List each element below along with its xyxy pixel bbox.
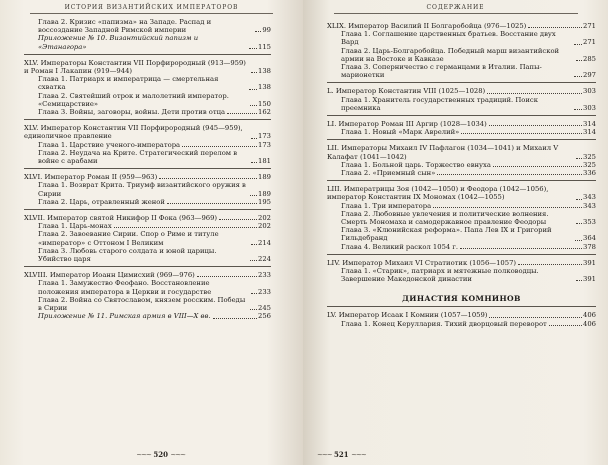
- entry-page-number: 256: [258, 312, 271, 321]
- entry-page-number: 195: [258, 197, 271, 206]
- section-divider: [24, 54, 271, 55]
- dot-leader: [433, 207, 582, 208]
- page-number-left: [136, 450, 185, 459]
- dot-leader: [489, 125, 582, 126]
- dot-leader: [250, 195, 257, 196]
- entry-title: Глава 1. «Старик», патриарх и мятежные полководцы. Завершение Македонской династии: [341, 267, 539, 284]
- entry-title: LIV. Император Михаил VI Стратиотик (1056—1057): [327, 258, 517, 267]
- toc-chapter-entry: [24, 247, 271, 263]
- dot-leader: [251, 244, 257, 245]
- entry-page-number: 115: [258, 42, 271, 51]
- toc-chapter-entry: [327, 96, 596, 112]
- dot-leader: [251, 72, 257, 73]
- toc-section-entry: [24, 214, 271, 222]
- entry-title: Глава 1. Царь-монах: [38, 222, 112, 231]
- page-number-right: [317, 450, 366, 459]
- dot-leader: [460, 248, 582, 249]
- entry-page-number: 364: [583, 234, 596, 243]
- folio-ornament: ~~~: [136, 451, 151, 459]
- entry-page-number: 181: [258, 157, 271, 166]
- toc-chapter-entry: [24, 222, 271, 230]
- entry-title: Глава 1. Больной царь. Торжество евнуха: [341, 160, 491, 169]
- toc-chapter-entry: [24, 92, 271, 108]
- dot-leader: [249, 48, 257, 49]
- dot-leader: [251, 162, 257, 163]
- entry-page-number: 391: [583, 258, 596, 267]
- entry-page-number: 224: [258, 255, 271, 264]
- entry-title: XLIX. Император Василий II Болгаробойца (976—1025): [327, 22, 527, 30]
- entry-title: Приложение № 11. Римская армия в VIII—X вв.: [38, 312, 211, 321]
- toc-chapter-entry: [24, 230, 271, 246]
- entry-title: XLV. Император Константин VII Порфирородный (945—959), единоличное правление: [24, 124, 243, 141]
- dot-leader: [574, 44, 582, 45]
- entry-title: Глава 2. Кризис «папизма» на Западе. Распад и воссоздание Западной Римской империи: [38, 18, 212, 35]
- entry-title: Глава 1. Соглашение царственных братьев. Восстание двух Вард: [341, 30, 556, 47]
- toc-section-entry: [327, 185, 596, 201]
- entry-title: Глава 2. Царь, отравленный женой: [38, 197, 165, 206]
- toc-chapter-entry: [327, 202, 596, 210]
- entry-title: Глава 2. Святейший отрок и малолетний император. «Семицарствие»: [38, 91, 229, 108]
- dot-leader: [250, 105, 257, 106]
- entry-title: XLV. Императоры Константин VII Порфирородный (913—959) и Роман I Лакапин (919—944): [24, 58, 246, 76]
- entry-title: Глава 4. Великий раскол 1054 г.: [341, 242, 459, 251]
- entry-page-number: 214: [258, 238, 271, 247]
- toc-right: [327, 18, 596, 328]
- toc-chapter-entry: [24, 149, 271, 165]
- entry-page-number: 150: [258, 99, 271, 108]
- toc-section-entry: [24, 271, 271, 279]
- toc-chapter-entry: [24, 181, 271, 197]
- folio-ornament: ~~~: [351, 451, 366, 459]
- entry-title: Глава 2. Война со Святославом, князем росским. Победы в Сирии: [38, 295, 246, 313]
- running-head-right: [303, 4, 608, 14]
- toc-chapter-entry: [327, 210, 596, 226]
- toc-section-entry: [24, 59, 271, 75]
- section-divider: [327, 306, 596, 307]
- toc-chapter-entry: [24, 198, 271, 206]
- dot-leader: [528, 27, 582, 28]
- entry-title: Глава 2. Неудача на Крите. Стратегический перелом в войне с арабами: [38, 148, 238, 166]
- entry-page-number: 353: [583, 218, 596, 227]
- entry-page-number: 378: [583, 242, 596, 251]
- entry-page-number: 336: [583, 169, 596, 178]
- entry-title: Глава 3. Соперничество с германцами в Италии. Папы-марионетки: [341, 63, 542, 80]
- dot-leader: [197, 276, 257, 277]
- entry-page-number: 99: [262, 26, 271, 35]
- running-head-text: СОДЕРЖАНИЕ: [426, 4, 485, 11]
- toc-left: [24, 18, 271, 321]
- entry-page-number: 406: [583, 311, 596, 320]
- section-divider: [327, 82, 596, 83]
- entry-title: Глава 3. Любовь старого солдата и юной царицы. Убийство царя: [38, 246, 217, 264]
- entry-page-number: 271: [583, 38, 596, 47]
- toc-chapter-entry: [24, 279, 271, 295]
- entry-page-number: 391: [583, 275, 596, 284]
- entry-page-number: 138: [258, 83, 271, 92]
- toc-section-entry: [327, 120, 596, 128]
- entry-title: L. Император Константин VIII (1025—1028): [327, 87, 486, 96]
- entry-title: Глава 1. Хранитель государственных традиций. Поиск преемника: [341, 95, 538, 112]
- entry-page-number: 162: [258, 108, 271, 117]
- entry-title: Глава 1. Возврат Крита. Триумф византийского оружия в Сирии: [38, 181, 246, 198]
- dot-leader: [549, 325, 582, 326]
- toc-section-entry: [327, 311, 596, 319]
- dot-leader: [114, 227, 257, 228]
- entry-title: Глава 2. Завоевание Сирии. Спор о Риме и титуле «император» с Оттоном I Великим: [38, 230, 219, 247]
- dot-leader: [489, 317, 582, 318]
- entry-page-number: 202: [258, 214, 271, 223]
- section-divider: [327, 254, 596, 255]
- toc-chapter-entry: [24, 108, 271, 116]
- dot-leader: [574, 109, 582, 110]
- entry-page-number: 138: [258, 67, 271, 76]
- dot-leader: [219, 219, 257, 220]
- dot-leader: [159, 178, 257, 179]
- section-divider: [327, 139, 596, 140]
- entry-page-number: 325: [583, 152, 596, 161]
- folio-ornament: ~~~: [170, 451, 185, 459]
- page-number-text: 521: [334, 450, 349, 459]
- entry-page-number: 303: [583, 87, 596, 96]
- dot-leader: [493, 166, 582, 167]
- toc-chapter-entry: [327, 161, 596, 169]
- header-rule: [334, 13, 578, 14]
- toc-appendix-entry: [24, 312, 271, 320]
- entry-title: XLVII. Император святой Никифор II Фока (963—969): [24, 214, 218, 223]
- dot-leader: [576, 280, 582, 281]
- entry-page-number: 271: [583, 22, 596, 30]
- toc-appendix-entry: [24, 34, 271, 50]
- section-divider: [24, 209, 271, 210]
- entry-title: Приложение № 10. Византийский папизм и «Этанагора»: [38, 34, 199, 51]
- dot-leader: [574, 76, 582, 77]
- section-divider: [327, 115, 596, 116]
- toc-chapter-entry: [24, 141, 271, 149]
- entry-title: Глава 1. Новый «Марк Аврелий»: [341, 128, 460, 137]
- dot-leader: [250, 309, 257, 310]
- toc-chapter-entry: [327, 169, 596, 177]
- toc-section-entry: [327, 22, 596, 30]
- entry-page-number: 406: [583, 319, 596, 328]
- page-number-text: 520: [153, 450, 168, 459]
- entry-title: XLVIII. Император Иоанн Цимисхий (969—976): [24, 271, 195, 280]
- dot-leader: [576, 60, 582, 61]
- toc-section-entry: [24, 124, 271, 140]
- entry-title: Глава 1. Замужество Феофано. Восстановление положения императора в Церкви и государстве: [38, 279, 212, 296]
- section-divider: [24, 168, 271, 169]
- toc-chapter-entry: [327, 320, 596, 328]
- section-divider: [24, 119, 271, 120]
- entry-title: Глава 2. «Приемный сын»: [341, 169, 436, 178]
- dot-leader: [182, 146, 257, 147]
- dot-leader: [250, 260, 257, 261]
- toc-chapter-entry: [327, 30, 596, 46]
- dot-leader: [576, 223, 582, 224]
- toc-chapter-entry: [327, 63, 596, 79]
- entry-page-number: 314: [583, 128, 596, 137]
- dot-leader: [487, 93, 582, 94]
- toc-section-entry: [327, 259, 596, 267]
- dot-leader: [251, 293, 257, 294]
- entry-page-number: 245: [258, 304, 271, 313]
- entry-title: Глава 3. Войны, заговоры, войны. Дети против отца: [38, 108, 226, 117]
- entry-page-number: 233: [258, 271, 271, 280]
- entry-title: LII. Императоры Михаил IV Пафлагон (1034—1041) и Михаил V Калафат (1041—1042): [327, 144, 559, 161]
- dot-leader: [227, 113, 257, 114]
- entry-page-number: 202: [258, 222, 271, 231]
- header-rule: [30, 13, 272, 14]
- entry-title: LIII. Императрицы Зоя (1042—1050) и Феодора (1042—1056), император Константин IX Мономах (1042—1055): [327, 185, 549, 202]
- running-head-text: ИСТОРИЯ ВИЗАНТИЙСКИХ ИМПЕРАТОРОВ: [64, 4, 239, 11]
- dot-leader: [461, 133, 582, 134]
- toc-chapter-entry: [327, 267, 596, 283]
- dot-leader: [167, 203, 257, 204]
- dot-leader: [255, 31, 261, 32]
- folio-ornament: ~~~: [317, 451, 332, 459]
- dot-leader: [576, 199, 582, 200]
- entry-page-number: 325: [583, 160, 596, 169]
- running-head-left: [0, 4, 303, 14]
- entry-page-number: 233: [258, 287, 271, 296]
- toc-chapter-entry: [24, 296, 271, 312]
- entry-title: Глава 2. Любовные увлечения и политические волнения. Смерть Мономаха и самодержавное правление Феодоры: [341, 209, 549, 227]
- toc-chapter-entry: [24, 75, 271, 91]
- right-page: [303, 0, 608, 465]
- toc-chapter-entry: [327, 243, 596, 251]
- entry-page-number: 303: [583, 103, 596, 112]
- dot-leader: [437, 174, 582, 175]
- entry-page-number: 189: [258, 173, 271, 182]
- entry-title: Глава 3. «Клюнийская реформа». Папа Лев IX и Григорий Гильдебранд: [341, 226, 552, 243]
- entry-title: LI. Император Роман III Аргир (1028—1034): [327, 120, 487, 129]
- entry-page-number: 343: [583, 193, 596, 202]
- dot-leader: [213, 318, 257, 319]
- entry-page-number: 314: [583, 120, 596, 129]
- toc-section-entry: [327, 87, 596, 95]
- section-divider: [327, 180, 596, 181]
- entry-title: LV. Император Исаак I Комнин (1057—1059): [327, 311, 488, 320]
- entry-page-number: 189: [258, 189, 271, 198]
- entry-title: Глава 1. Патриарх и императрица — смертельная схватка: [38, 75, 219, 92]
- entry-title: Глава 1. Три императора: [341, 201, 432, 210]
- entry-title: Глава 1. Конец Керуллария. Тихий дворцовый переворот: [341, 319, 547, 328]
- entry-page-number: 297: [583, 71, 596, 80]
- dynasty-heading: ДИНАСТИЯ КОМНИНОВ: [402, 294, 521, 304]
- toc-chapter-entry: [327, 128, 596, 136]
- entry-page-number: 173: [258, 132, 271, 141]
- dot-leader: [518, 264, 582, 265]
- entry-title: Глава 1. Царствие ученого-императора: [38, 140, 181, 149]
- entry-page-number: 343: [583, 201, 596, 210]
- entry-page-number: 285: [583, 54, 596, 63]
- entry-page-number: 173: [258, 140, 271, 149]
- toc-section-entry: [24, 173, 271, 181]
- toc-chapter-entry: [24, 18, 271, 34]
- dot-leader: [576, 158, 582, 159]
- toc-chapter-entry: [327, 47, 596, 63]
- section-divider: [24, 266, 271, 267]
- entry-title: XLVI. Император Роман II (959—963): [24, 173, 158, 182]
- dot-leader: [251, 138, 257, 139]
- dot-leader: [575, 240, 582, 241]
- entry-title: Глава 2. Царь-Болгаробойца. Победный марш византийской армии на Востоке и Кавказе: [341, 46, 560, 63]
- toc-chapter-entry: [327, 226, 596, 242]
- left-page: [0, 0, 303, 465]
- dot-leader: [249, 89, 257, 90]
- toc-section-entry: [327, 144, 596, 160]
